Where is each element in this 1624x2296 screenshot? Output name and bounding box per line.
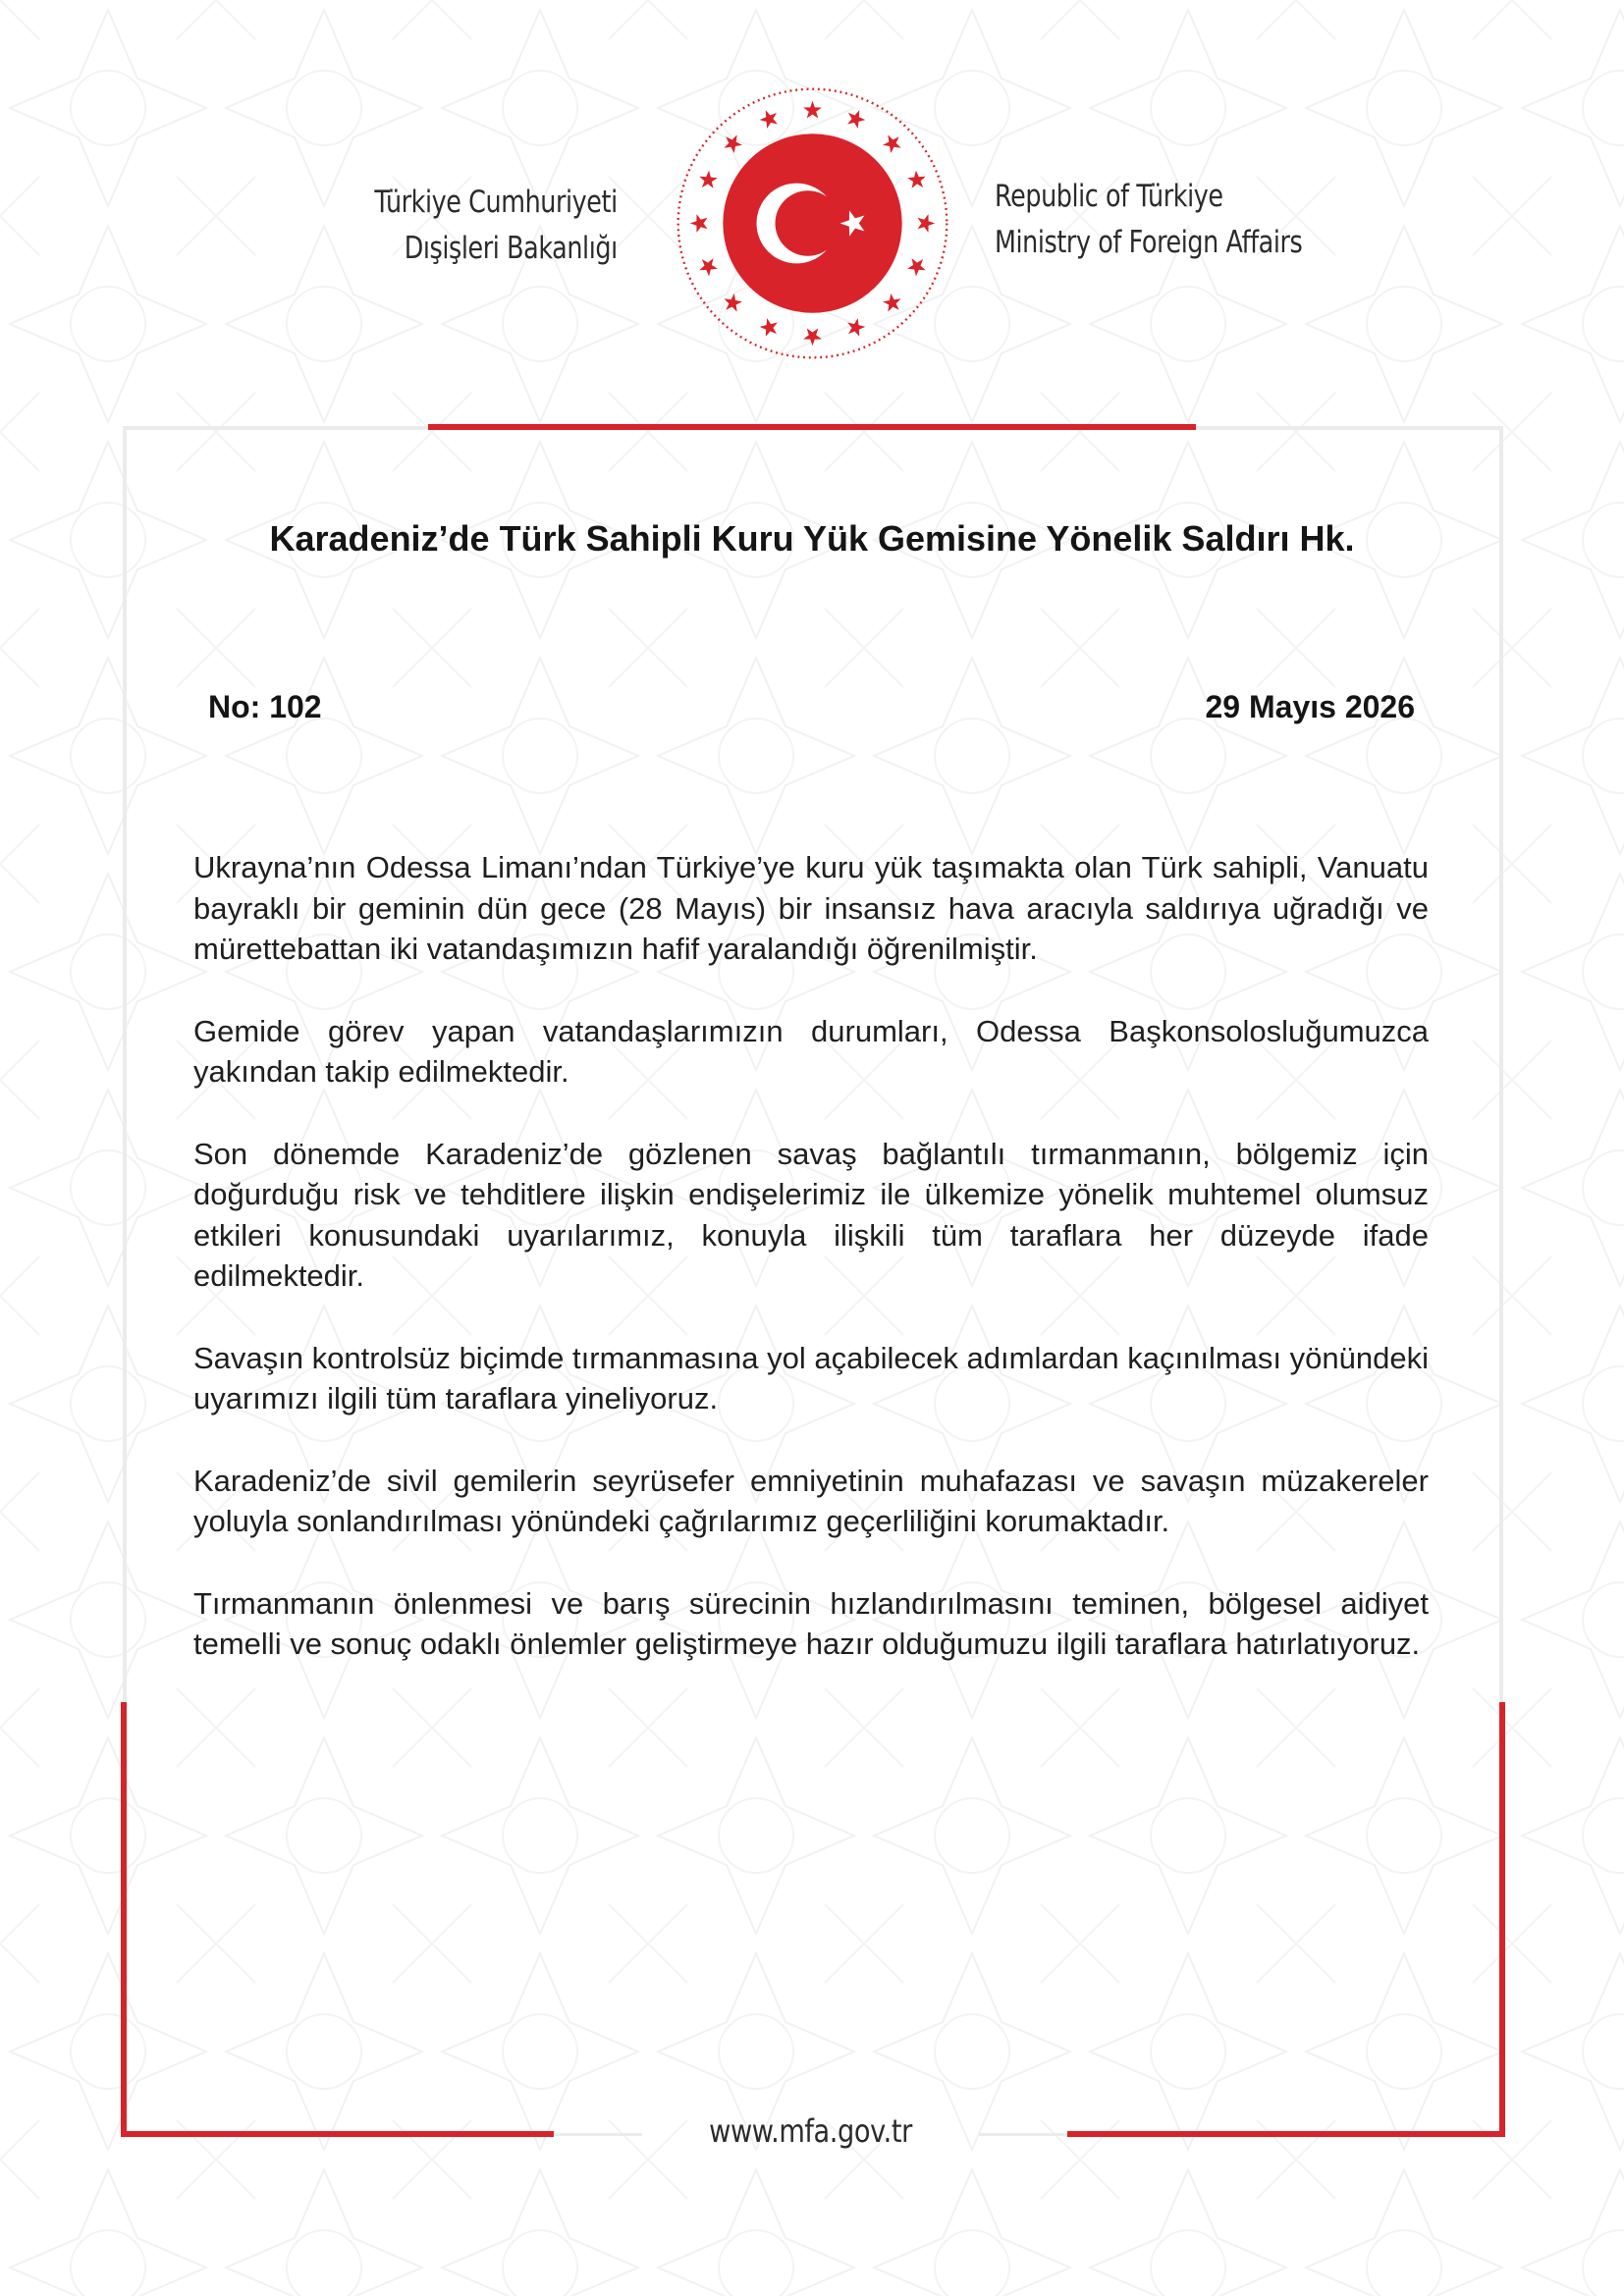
document-date: 29 Mayıs 2026: [1205, 689, 1415, 724]
org-name-english-line2: Ministry of Foreign Affairs: [995, 225, 1303, 260]
seal-star-icon: [906, 255, 930, 279]
paragraph: Son dönemde Karadeniz’de gözlenen savaş bağlantılı tırmanmanın, bölgemiz için doğurduğu risk ve tehditlere ilişkin endişelerimiz ile ülkemize yönelik muhtemel olumsuz etkileri konusundaki uyarılarımız, konuyla ilişkili tüm taraflara her düzeyde ifade edilmektedir.: [193, 1136, 1429, 1293]
seal-star-icon: [844, 317, 868, 341]
paragraph: Gemide görev yapan vatandaşlarımızın durumları, Odessa Başkonsolosluğumuzca yakından takip edilmektedir.: [193, 1013, 1429, 1089]
paragraph: Tırmanmanın önlenmesi ve barış sürecinin hızlandırılmasını teminen, bölgesel aidiyet temelli ve sonuç odaklı önlemler geliştirmeye hazır olduğumuzu ilgili taraflara hatırlatıyoruz.: [193, 1585, 1429, 1661]
frame-top-accent: [428, 424, 1196, 430]
frame-bottom-right-accent: [1067, 2131, 1505, 2137]
document-body: [193, 847, 1429, 1665]
seal-star-icon: [880, 131, 905, 156]
seal-star-icon: [696, 168, 720, 191]
org-name-english: [995, 174, 1302, 266]
paragraph: Karadeniz’de sivil gemilerin seyrüsefer emniyetinin muhafazası ve savaşın müzakereler yoluyla sonlandırılması yönündeki çağrılarımız geçerliliğini korumaktadır.: [193, 1463, 1429, 1538]
document-title: Karadeniz’de Türk Sahipli Kuru Yük Gemisine Yönelik Saldırı Hk.: [269, 518, 1355, 559]
frame-right-accent: [1499, 1702, 1505, 2136]
document-number: No: 102: [208, 689, 322, 724]
seal-star-icon: [917, 214, 935, 233]
seal-star-icon: [880, 291, 905, 316]
seal-star-icon: [757, 107, 781, 131]
seal-star-icon: [803, 101, 822, 119]
footer-website-link[interactable]: www.mfa.gov.tr: [709, 2112, 912, 2150]
org-name-turkish-line1: Türkiye Cumhuriyeti: [374, 185, 618, 220]
seal-star-icon: [906, 168, 930, 191]
org-name-english-line1: Republic of Türkiye: [995, 179, 1223, 214]
org-name-turkish-line2: Dışişleri Bakanlığı: [404, 231, 618, 266]
seal-star-icon: [844, 107, 868, 131]
crescent-star-seal-icon: [673, 83, 952, 363]
seal-star-icon: [757, 317, 781, 341]
frame-bottom-border-left: [554, 2133, 642, 2136]
org-name-turkish: [375, 180, 618, 272]
seal-star-icon: [690, 214, 708, 233]
seal-star-icon: [720, 291, 745, 316]
paragraph: Savaşın kontrolsüz biçimde tırmanmasına yol açabilecek adımlardan kaçınılması yönündeki uyarımızı ilgili tüm taraflara yineliyoruz.: [193, 1340, 1429, 1415]
seal-star-icon: [696, 255, 720, 279]
frame-bottom-left-accent: [121, 2131, 554, 2137]
frame-bottom-border-right: [979, 2133, 1067, 2136]
frame-left-accent: [121, 1702, 127, 2136]
seal-star-icon: [803, 328, 822, 346]
paragraph: Ukrayna’nın Odessa Limanı’ndan Türkiye’ye kuru yük taşımakta olan Türk sahipli, Vanuatu bayraklı bir geminin dün gece (28 Mayıs) bir insansız hava aracıyla saldırıya uğradığı ve mürettebattan iki vatandaşımızın hafif yaralandığı öğrenilmiştir.: [193, 850, 1429, 966]
frame-right-border: [1499, 426, 1503, 1702]
seal-star-icon: [720, 131, 745, 156]
frame-left-border: [123, 426, 127, 1702]
